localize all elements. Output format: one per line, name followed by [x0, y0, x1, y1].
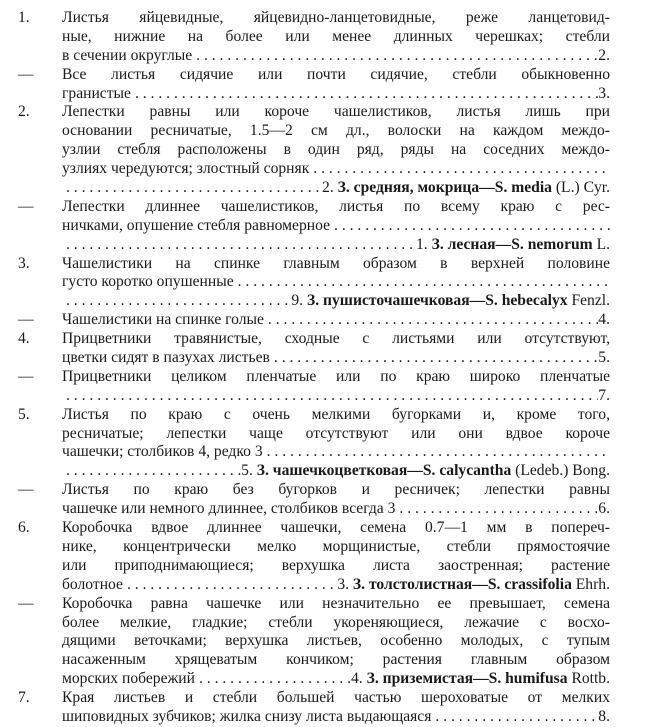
couplet-dash: —: [18, 367, 34, 385]
dot-leader: [62, 462, 241, 481]
dot-leader: [431, 708, 598, 727]
species-latin-name: S. crassifolia: [487, 575, 572, 593]
leader-text: цветки сидят в пазухах листьев: [62, 349, 270, 367]
couplet-dash: —: [18, 65, 34, 83]
leader-line: [62, 500, 610, 519]
species-result: 5. З. чашечкоцветковая—S. calycantha (Ledeb.) Bong.: [241, 462, 610, 480]
couplet-text: Прицветники целиком пленчатые или по краю широко пленчатые: [62, 367, 610, 385]
leader-line: [62, 160, 610, 179]
leader-line: [62, 85, 610, 104]
couplet-text: насаженным хрящеватым кончиком; растения главным образом: [62, 651, 610, 669]
couplet-text: нике, концентрически мелко морщинистые, стебли прямостоячие: [62, 537, 610, 555]
key-line: [0, 179, 648, 198]
couplet-number: 4.: [18, 330, 30, 348]
leader-line: [62, 217, 610, 236]
key-line: [0, 557, 648, 576]
key-line: [0, 462, 648, 481]
species-line: [62, 292, 610, 311]
leader-text: густо коротко опушенные: [62, 273, 234, 291]
species-author: (Ledeb.) Bong.: [515, 462, 610, 480]
species-number: 5.: [241, 462, 253, 480]
key-line: [0, 670, 648, 689]
leader-text: узлиях чередуются; злостный сорняк: [62, 160, 310, 178]
leader-text: болотное: [62, 575, 123, 593]
couplet-text: основании ресничатые, 1.5—2 см дл., волоски на каждом междо-: [62, 122, 610, 140]
key-line: [0, 9, 648, 28]
species-author: Ehrh.: [575, 575, 610, 593]
dot-leader: [131, 85, 598, 104]
leader-text: чашечке или немного длиннее, столбиков всегда 3: [62, 500, 396, 518]
key-line: [0, 425, 648, 444]
couplet-text: Коробочка вдвое длиннее чашечки, семена 0.7—1 мм в попереч-: [62, 519, 610, 537]
key-page: [0, 9, 648, 727]
key-line: [0, 576, 648, 595]
key-line: [0, 273, 648, 292]
dot-leader: [263, 443, 610, 462]
key-line: [0, 595, 648, 614]
key-line: [0, 292, 648, 311]
species-line: [62, 236, 610, 255]
couplet-text: Листья по краю без бугорков и ресничек; лепестки равны: [62, 481, 610, 499]
key-line: [0, 481, 648, 500]
species-number: 4.: [350, 670, 363, 688]
key-line: [0, 632, 648, 651]
species-line: [62, 670, 610, 689]
key-line: [0, 519, 648, 538]
couplet-dash: —: [18, 481, 34, 499]
couplet-text: Листья яйцевидные, яйцевидно-ланцетовидные, реже ланцетовид-: [62, 9, 610, 26]
leader-line: [62, 311, 610, 330]
key-line: [0, 85, 648, 104]
key-line: [0, 538, 648, 557]
key-line: [0, 311, 648, 330]
goto-number: 7.: [598, 386, 610, 404]
goto-number: 4.: [598, 311, 610, 329]
key-line: [0, 160, 648, 179]
couplet-dash: —: [18, 594, 34, 612]
species-line: [62, 576, 610, 595]
key-line: [0, 66, 648, 85]
couplet-text: ресничатые; лепестки чаще отсутствуют или они вдвое короче: [62, 424, 610, 442]
key-line: [0, 198, 648, 217]
couplet-number: 6.: [18, 519, 30, 537]
key-line: [0, 500, 648, 519]
key-line: [0, 236, 648, 255]
leader-text: в сечении округлые: [62, 46, 193, 64]
dot-leader: [62, 292, 291, 311]
key-line: [0, 406, 648, 425]
dot-leader: [395, 500, 598, 519]
couplet-number: 2.: [18, 103, 30, 121]
species-latin-name: S. media: [494, 179, 552, 197]
leader-line: [62, 443, 610, 462]
leader-line: [62, 349, 610, 368]
species-russian-name: З. приземистая: [366, 670, 474, 688]
species-latin-name: S. humifusa: [488, 670, 568, 688]
species-number: 3.: [337, 575, 350, 593]
dot-leader: [123, 576, 337, 595]
species-author: (L.) Cyr.: [555, 179, 610, 197]
species-author: L.: [596, 235, 610, 253]
key-line: [0, 122, 648, 141]
leader-line: [62, 47, 610, 66]
key-line: [0, 443, 648, 462]
leader-line: [62, 387, 610, 406]
dot-leader: [195, 670, 351, 689]
couplet-number: 1.: [18, 9, 30, 26]
key-line: [0, 651, 648, 670]
species-russian-name: З. чашечкоцветковая: [256, 462, 408, 480]
leader-line: [62, 708, 610, 727]
couplet-text: ные, нижние на более или менее длинных черешках; стебли: [62, 27, 610, 45]
couplet-number: 7.: [18, 689, 30, 707]
species-latin-name: S. hebecalyx: [485, 292, 568, 310]
goto-number: 2.: [598, 46, 610, 64]
couplet-text: Лепестки равны или короче чашелистиков, листья лишь при: [62, 103, 610, 121]
goto-number: 5.: [598, 349, 610, 367]
leader-text: чашечки; столбиков 4, редко 3: [62, 443, 263, 461]
species-result: 2. З. средняя, мокрица—S. media (L.) Cyr.: [322, 179, 610, 197]
couplet-text: Лепестки длиннее чашелистиков, листья по всему краю с рес-: [62, 197, 610, 215]
leader-line: [62, 273, 610, 292]
species-line: [62, 462, 610, 481]
key-line: [0, 47, 648, 66]
dot-leader: [62, 236, 416, 255]
couplet-number: 3.: [18, 254, 30, 272]
species-author: Fenzl.: [571, 292, 610, 310]
species-latin-name: S. nemorum: [511, 235, 593, 253]
couplet-dash: —: [18, 197, 34, 215]
leader-text: Чашелистики на спинке голые: [62, 311, 264, 329]
dot-leader: [270, 349, 598, 368]
dot-leader: [62, 387, 598, 406]
species-russian-name: З. лесная: [431, 235, 496, 253]
couplet-text: Прицветники травянистые, сходные с листьями или отсутствуют,: [62, 330, 610, 348]
couplet-text: Чашелистики на спинке главным образом в верхней половине: [62, 254, 610, 272]
goto-number: 6.: [598, 500, 610, 518]
species-number: 1.: [415, 235, 428, 253]
species-author: Rottb.: [571, 670, 610, 688]
couplet-text: или приподнимающиеся; верхушка листа заостренная; растение: [62, 556, 610, 574]
dot-leader: [234, 273, 610, 292]
key-line: [0, 141, 648, 160]
species-line: [62, 179, 610, 198]
key-line: [0, 387, 648, 406]
dot-leader: [264, 311, 598, 330]
key-line: [0, 217, 648, 236]
key-line: [0, 689, 648, 708]
species-number: 9.: [291, 292, 304, 310]
key-line: [0, 255, 648, 274]
species-result: 9. З. пушисточашечковая—S. hebecalyx Fenzl.: [291, 292, 610, 310]
couplet-number: 5.: [18, 405, 30, 423]
species-result: 3. З. толстолистная—S. crassifolia Ehrh.: [337, 575, 610, 593]
couplet-text: Края листьев и стебли большей частью шероховатые от мелких: [62, 689, 610, 707]
key-line: [0, 708, 648, 727]
goto-number: 3.: [598, 84, 610, 102]
species-result: 4. З. приземистая—S. humifusa Rottb.: [350, 670, 610, 688]
key-line: [0, 28, 648, 47]
couplet-text: Все листья сидячие или почти сидячие, стебли обыкновенно: [62, 65, 610, 83]
goto-number: 8.: [598, 707, 610, 725]
species-result: 1. З. лесная—S. nemorum L.: [415, 235, 610, 253]
key-line: [0, 103, 648, 122]
species-number: 2.: [322, 179, 334, 197]
dot-leader: [192, 47, 598, 66]
species-russian-name: З. толстолистная: [352, 575, 473, 593]
leader-text: ничками, опушение стебля равномерное: [62, 216, 331, 234]
couplet-text: более мелкие, гладкие; стебли укореняющиеся, лежачие с восхо-: [62, 613, 610, 631]
dot-leader: [62, 179, 322, 198]
dot-leader: [309, 160, 610, 179]
key-line: [0, 330, 648, 349]
couplet-dash: —: [18, 311, 34, 329]
couplet-text: дящими веточками; верхушка листьев, особенно молодых, с тупым: [62, 632, 610, 650]
species-latin-name: S. calycantha: [422, 462, 512, 480]
key-line: [0, 614, 648, 633]
couplet-text: узлии стебля расположены в один ряд, ряды на соседних междо-: [62, 141, 610, 159]
species-russian-name: З. пушисточашечковая: [306, 292, 470, 310]
couplet-text: Листья по краю с очень мелкими бугорками и, кроме того,: [62, 405, 610, 423]
key-line: [0, 349, 648, 368]
leader-text: шиповидных зубчиков; жилка снизу листа выдающаяся: [62, 707, 432, 725]
dot-leader: [330, 217, 610, 236]
key-line: [0, 368, 648, 387]
leader-text: гранистые: [62, 84, 131, 102]
species-russian-name: З. средняя, мокрица: [337, 179, 480, 197]
leader-text: морских побережий: [62, 670, 195, 688]
couplet-text: Коробочка равна чашечке или незначительно ее превышает, семена: [62, 594, 610, 612]
